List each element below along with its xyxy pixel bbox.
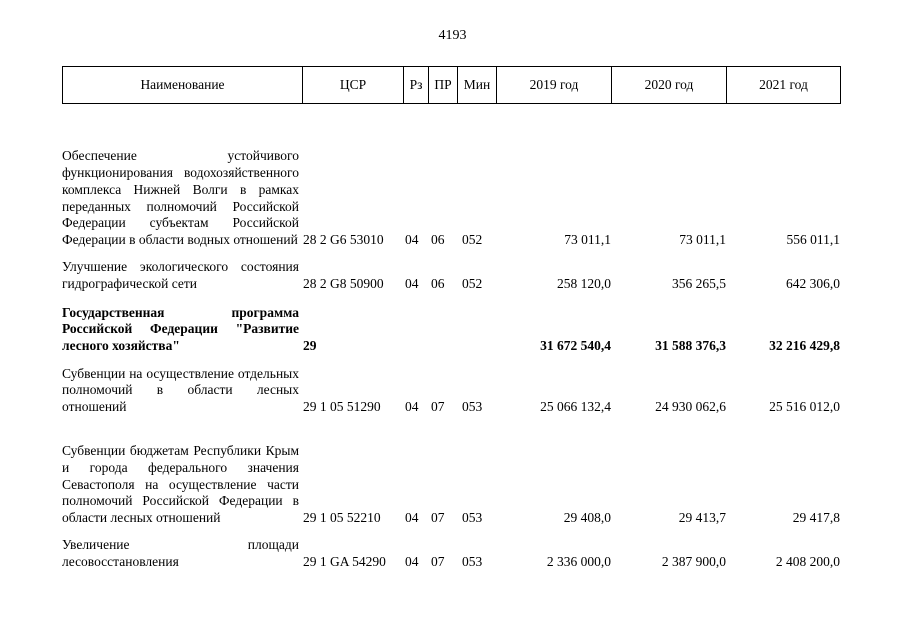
row-2020-value: 73 011,1 <box>679 232 726 248</box>
row-rz: 04 <box>405 510 419 526</box>
row-csr: 29 <box>303 338 317 354</box>
row-name: Субвенции бюджетам Республики Крым и города федерального значения Севастополя на осуществление части полномочий Российской Федерации в области лесных отношений <box>62 443 299 526</box>
row-name: Субвенции на осуществление отдельных полномочий в области лесных отношений <box>62 365 299 415</box>
row-min: 052 <box>462 232 483 248</box>
row-2019-value: 73 011,1 <box>564 232 611 248</box>
row-min: 053 <box>462 510 483 526</box>
row-rz: 04 <box>405 554 419 570</box>
page-number: 4193 <box>438 28 467 43</box>
row-pr: 07 <box>431 554 445 570</box>
row-2020-value: 31 588 376,3 <box>655 338 726 354</box>
row-csr: 29 1 05 52210 <box>303 510 381 526</box>
row-name: Улучшение экологического состояния гидрографической сети <box>62 259 299 292</box>
row-csr: 28 2 G6 53010 <box>303 232 384 248</box>
row-pr: 07 <box>431 510 445 526</box>
row-rz: 04 <box>405 399 419 415</box>
column-header-2020: 2020 год <box>612 67 727 104</box>
row-csr: 28 2 G8 50900 <box>303 276 384 292</box>
row-pr: 07 <box>431 399 445 415</box>
row-min: 052 <box>462 276 483 292</box>
row-2021-value: 556 011,1 <box>786 232 840 248</box>
row-pr: 06 <box>431 232 445 248</box>
row-2021-value: 2 408 200,0 <box>775 554 840 570</box>
column-header-name: Наименование <box>63 67 303 104</box>
row-2019-value: 258 120,0 <box>557 276 611 292</box>
column-header-rz: Рз <box>404 67 429 104</box>
table-header <box>62 66 841 104</box>
row-2020-value: 29 413,7 <box>678 510 726 526</box>
row-min: 053 <box>462 399 483 415</box>
row-2019-value: 2 336 000,0 <box>546 554 611 570</box>
column-header-csr: ЦСР <box>303 67 404 104</box>
column-header-min: Мин <box>458 67 497 104</box>
row-rz: 04 <box>405 276 419 292</box>
row-2020-value: 24 930 062,6 <box>655 399 726 415</box>
row-2021-value: 29 417,8 <box>792 510 840 526</box>
row-rz: 04 <box>405 232 419 248</box>
row-2019-value: 25 066 132,4 <box>540 399 611 415</box>
row-csr: 29 1 GA 54290 <box>303 554 386 570</box>
row-2019-value: 29 408,0 <box>563 510 611 526</box>
row-2020-value: 2 387 900,0 <box>661 554 726 570</box>
row-min: 053 <box>462 554 483 570</box>
row-name: Государственная программа Российской Федерации "Развитие лесного хозяйства" <box>62 304 299 354</box>
row-2021-value: 642 306,0 <box>786 276 840 292</box>
row-name: Обеспечение устойчивого функционирования водохозяйственного комплекса Нижней Волги в рамках переданных полномочий Российской Федерации субъектам Российской Федерации в области водных отношений <box>62 148 299 248</box>
row-2019-value: 31 672 540,4 <box>540 338 611 354</box>
row-2021-value: 32 216 429,8 <box>769 338 840 354</box>
column-header-2021: 2021 год <box>727 67 841 104</box>
row-2021-value: 25 516 012,0 <box>769 399 840 415</box>
column-header-pr: ПР <box>429 67 458 104</box>
row-2020-value: 356 265,5 <box>672 276 726 292</box>
column-header-2019: 2019 год <box>497 67 612 104</box>
row-csr: 29 1 05 51290 <box>303 399 381 415</box>
row-name: Увеличение площади лесовосстановления <box>62 537 299 570</box>
row-pr: 06 <box>431 276 445 292</box>
